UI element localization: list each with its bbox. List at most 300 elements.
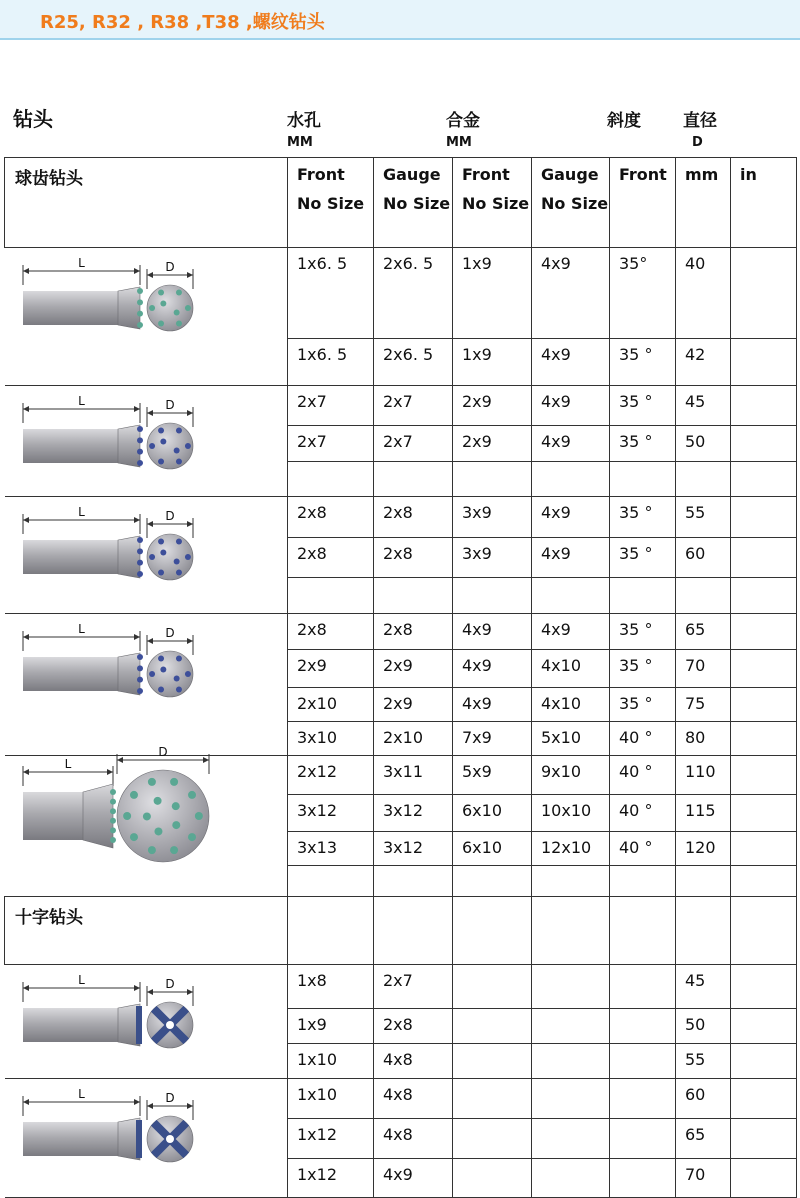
cell-value: 65 <box>685 620 706 639</box>
table-cell <box>288 578 374 614</box>
cell-value <box>740 426 796 432</box>
cell-value <box>297 866 373 872</box>
bit-head <box>118 425 140 467</box>
cell-value: 70 <box>685 656 706 675</box>
cell-value <box>619 1079 675 1085</box>
table-cell <box>532 832 610 866</box>
bit-drawing-cell <box>5 497 288 614</box>
table-cell <box>610 722 676 756</box>
dimension-label: L <box>64 757 71 771</box>
table-cell <box>374 1044 453 1079</box>
carbide-button <box>137 548 143 554</box>
arrow-head <box>134 634 140 640</box>
table-cell <box>453 722 532 756</box>
arrow-head <box>187 1103 193 1109</box>
cell-value: 2x8 <box>383 1015 413 1034</box>
cell-value <box>740 866 796 872</box>
dimension-label: D <box>164 1091 175 1105</box>
empty-cell <box>532 897 610 965</box>
bit-shank <box>23 291 118 325</box>
empty-cell <box>453 897 532 965</box>
table-cell <box>676 965 731 1009</box>
cell-value <box>740 722 796 728</box>
cell-value <box>740 756 796 762</box>
table-cell <box>676 497 731 538</box>
table-cell <box>453 832 532 866</box>
table-cell <box>453 756 532 795</box>
cell-value: 2x9 <box>383 656 413 675</box>
carbide-button <box>175 427 181 433</box>
carbide-insert <box>136 1006 142 1044</box>
carbide-button <box>110 789 116 795</box>
table-cell <box>288 688 374 722</box>
table-cell <box>288 339 374 386</box>
carbide-button <box>170 778 178 786</box>
cell-value: 40 ° <box>619 762 653 781</box>
carbide-button <box>154 827 162 835</box>
cell-value: 4x9 <box>541 392 571 411</box>
carbide-button <box>137 665 143 671</box>
table-cell <box>532 578 610 614</box>
cell-value: 3x11 <box>383 762 424 781</box>
dimension-label: L <box>77 505 85 519</box>
carbide-button <box>137 437 143 443</box>
cell-value: 12x10 <box>541 838 592 857</box>
cell-value: 3x12 <box>383 801 424 820</box>
arrow-head <box>134 268 140 274</box>
carbide-button <box>137 460 143 466</box>
arrow-head <box>23 406 29 412</box>
section-title-cross-bits: 十字钻头 <box>5 897 288 965</box>
cell-value <box>740 1119 796 1125</box>
table-cell <box>676 1009 731 1044</box>
arrow-head <box>23 1099 29 1105</box>
column-header-line1: in <box>740 165 757 184</box>
arrow-head <box>117 757 123 763</box>
table-cell <box>676 614 731 650</box>
table-cell <box>610 1044 676 1079</box>
cell-value <box>740 1159 796 1165</box>
table-cell <box>374 722 453 756</box>
carbide-button <box>188 833 196 841</box>
table-cell <box>374 688 453 722</box>
carbide-button <box>158 459 164 465</box>
cell-value: 1x6. 5 <box>297 254 348 273</box>
table-cell <box>676 339 731 386</box>
cell-value <box>619 965 675 971</box>
table-cell <box>610 1009 676 1044</box>
empty-cell <box>610 897 676 965</box>
table-cell <box>453 538 532 578</box>
carbide-button <box>137 322 143 328</box>
cell-value: 4x9 <box>541 254 571 273</box>
cell-value: 1x8 <box>297 971 327 990</box>
table-cell <box>374 538 453 578</box>
table-cell <box>453 339 532 386</box>
bit-shank <box>23 657 118 691</box>
cell-value: 2x6. 5 <box>383 345 434 364</box>
cell-value: 2x9 <box>383 694 413 713</box>
table-cell <box>374 386 453 426</box>
arrow-head <box>147 1103 153 1109</box>
carbide-button <box>149 554 155 560</box>
table-cell <box>374 578 453 614</box>
cell-value <box>462 1079 531 1085</box>
dimension-label: D <box>164 398 175 412</box>
cell-value: 3x13 <box>297 838 338 857</box>
cell-value: 2x10 <box>297 694 338 713</box>
column-header-line2: No Size <box>462 194 530 213</box>
cell-value: 2x7 <box>383 432 413 451</box>
cell-value: 35 ° <box>619 694 653 713</box>
cell-value <box>619 866 675 872</box>
section-title-ball-bits: 球齿钻头 <box>5 158 288 248</box>
cell-value <box>541 1119 609 1125</box>
cell-value <box>740 1044 796 1050</box>
cell-value: 2x6. 5 <box>383 254 434 273</box>
table-cell <box>453 1159 532 1198</box>
drill-bit-drawing <box>5 965 288 1076</box>
carbide-button <box>188 791 196 799</box>
cell-value: 3x9 <box>462 503 492 522</box>
table-cell <box>532 866 610 897</box>
table-row <box>5 756 797 795</box>
dimension-label: L <box>77 973 85 987</box>
table-cell <box>288 614 374 650</box>
cell-value <box>541 1079 609 1085</box>
header-water-hole-unit: MM <box>287 135 313 150</box>
column-header-line2: No Size <box>297 194 365 213</box>
carbide-button <box>160 666 166 672</box>
table-cell <box>374 795 453 832</box>
cell-value: 65 <box>685 1125 706 1144</box>
cell-value: 2x8 <box>383 503 413 522</box>
cell-value <box>462 866 531 872</box>
carbide-button <box>123 812 131 820</box>
table-cell <box>288 1119 374 1159</box>
cell-value: 4x8 <box>383 1085 413 1104</box>
bit-drawing-cell <box>5 248 288 386</box>
table-cell <box>453 795 532 832</box>
cell-value: 9x10 <box>541 762 582 781</box>
table-cell <box>676 578 731 614</box>
arrow-head <box>134 517 140 523</box>
cell-value <box>541 1009 609 1015</box>
table-cell <box>374 866 453 897</box>
cell-value <box>619 1009 675 1015</box>
table-cell <box>676 722 731 756</box>
cell-value <box>462 1159 531 1165</box>
cell-value <box>619 1044 675 1050</box>
table-cell <box>610 866 676 897</box>
bit-head <box>118 287 140 329</box>
table-cell <box>676 462 731 497</box>
table-cell <box>453 578 532 614</box>
cell-value: 4x9 <box>541 503 571 522</box>
bit-shank <box>23 429 118 463</box>
empty-cell <box>374 897 453 965</box>
table-cell <box>288 248 374 339</box>
carbide-button <box>110 827 116 833</box>
cell-value <box>740 965 796 971</box>
carbide-button <box>137 571 143 577</box>
banner-title: R25, R32 , R38 ,T38 ,螺纹钻头 <box>40 12 325 33</box>
table-cell <box>453 688 532 722</box>
table-cell <box>288 722 374 756</box>
cell-value <box>685 866 730 872</box>
carbide-button <box>137 311 143 317</box>
header-slope: 斜度 <box>607 111 641 131</box>
table-cell <box>610 248 676 339</box>
cell-value: 2x7 <box>297 392 327 411</box>
cell-value: 2x7 <box>383 392 413 411</box>
title-banner <box>0 0 800 40</box>
bit-drawing-cell <box>5 614 288 756</box>
table-cell <box>731 1009 797 1044</box>
cell-value <box>297 462 373 468</box>
table-cell <box>731 650 797 688</box>
carbide-button <box>137 288 143 294</box>
bit-shank <box>23 540 118 574</box>
table-cell <box>731 538 797 578</box>
table-row <box>5 1079 797 1119</box>
cell-value <box>462 1044 531 1050</box>
table-cell <box>374 1159 453 1198</box>
cell-value: 2x8 <box>383 544 413 563</box>
table-cell <box>532 650 610 688</box>
table-cell <box>676 1079 731 1119</box>
carbide-button <box>160 438 166 444</box>
carbide-button <box>149 443 155 449</box>
cell-value: 35 ° <box>619 620 653 639</box>
table-cell <box>731 386 797 426</box>
cell-value <box>740 386 796 392</box>
carbide-button <box>147 778 155 786</box>
cell-value: 4x9 <box>541 544 571 563</box>
cell-value: 115 <box>685 801 716 820</box>
cell-value <box>740 497 796 503</box>
table-cell <box>374 832 453 866</box>
table-cell <box>676 688 731 722</box>
cell-value: 5x10 <box>541 728 582 747</box>
table-cell <box>731 1119 797 1159</box>
cell-value: 3x12 <box>297 801 338 820</box>
cell-value: 2x8 <box>297 544 327 563</box>
cell-value: 1x10 <box>297 1050 338 1069</box>
carbide-button <box>158 687 164 693</box>
carbide-button <box>142 812 150 820</box>
cell-value <box>619 578 675 584</box>
cell-value <box>297 578 373 584</box>
table-cell <box>676 1159 731 1198</box>
table-cell <box>610 614 676 650</box>
table-cell <box>676 1119 731 1159</box>
carbide-button <box>158 570 164 576</box>
column-header <box>610 158 676 248</box>
table-cell <box>532 538 610 578</box>
cell-value: 4x8 <box>383 1125 413 1144</box>
table-cell <box>731 756 797 795</box>
table-cell <box>610 339 676 386</box>
flushing-hole <box>166 1021 174 1029</box>
table-cell <box>532 426 610 462</box>
cell-value: 2x9 <box>297 656 327 675</box>
carbide-button <box>175 538 181 544</box>
carbide-button <box>147 846 155 854</box>
cell-value: 1x6. 5 <box>297 345 348 364</box>
table-row <box>5 497 797 538</box>
column-header <box>288 158 374 248</box>
cell-value: 4x9 <box>462 620 492 639</box>
table-cell <box>453 426 532 462</box>
cell-value: 110 <box>685 762 716 781</box>
column-header-line1: mm <box>685 165 719 184</box>
carbide-button <box>175 655 181 661</box>
cell-value: 4x9 <box>383 1165 413 1184</box>
carbide-button <box>137 677 143 683</box>
table-cell <box>532 965 610 1009</box>
table-cell <box>288 650 374 688</box>
cell-value <box>740 248 796 254</box>
dimension-label: D <box>164 626 175 640</box>
bit-drawing-cell <box>5 1079 288 1198</box>
drill-bit-drawing <box>5 248 288 384</box>
cell-value: 42 <box>685 345 706 364</box>
table-cell <box>453 614 532 650</box>
arrow-head <box>147 272 153 278</box>
carbide-button <box>173 448 179 454</box>
cell-value <box>740 538 796 544</box>
table-cell <box>288 866 374 897</box>
table-cell <box>453 386 532 426</box>
carbide-button <box>175 289 181 295</box>
carbide-button <box>194 812 202 820</box>
cell-value: 4x10 <box>541 656 582 675</box>
cell-value: 45 <box>685 971 706 990</box>
cell-value: 2x8 <box>297 503 327 522</box>
carbide-button <box>158 538 164 544</box>
cell-value: 2x7 <box>297 432 327 451</box>
carbide-button <box>137 426 143 432</box>
column-header-line1: Gauge <box>383 165 441 184</box>
carbide-button <box>129 833 137 841</box>
column-header <box>731 158 797 248</box>
cell-value <box>462 462 531 468</box>
table-cell <box>610 1159 676 1198</box>
table-cell <box>532 497 610 538</box>
table-row <box>5 614 797 650</box>
cell-value <box>740 795 796 801</box>
cell-value: 10x10 <box>541 801 592 820</box>
cell-value <box>462 1119 531 1125</box>
table-cell <box>288 426 374 462</box>
table-cell <box>288 462 374 497</box>
cell-value: 35° <box>619 254 648 273</box>
section-row <box>5 897 797 965</box>
bit-head <box>83 784 113 848</box>
cell-value: 1x12 <box>297 1165 338 1184</box>
table-cell <box>374 965 453 1009</box>
column-header-line2: No Size <box>541 194 609 213</box>
carbide-button <box>184 305 190 311</box>
table-cell <box>532 462 610 497</box>
header-alloy: 合金 <box>446 111 480 131</box>
cell-value <box>740 650 796 656</box>
arrow-head <box>187 272 193 278</box>
arrow-head <box>23 268 29 274</box>
column-header-line1: Front <box>619 165 667 184</box>
carbide-button <box>173 559 179 565</box>
header-drill-bit: 钻头 <box>13 107 53 131</box>
dimension-label: L <box>77 256 85 270</box>
carbide-button <box>110 837 116 843</box>
table-cell <box>374 756 453 795</box>
table-cell <box>532 756 610 795</box>
carbide-button <box>175 570 181 576</box>
arrow-head <box>134 406 140 412</box>
table-cell <box>288 1044 374 1079</box>
table-cell <box>374 426 453 462</box>
carbide-button <box>184 554 190 560</box>
cell-value <box>685 462 730 468</box>
table-cell <box>731 965 797 1009</box>
arrow-head <box>187 638 193 644</box>
cell-value <box>541 866 609 872</box>
table-cell <box>610 965 676 1009</box>
table-cell <box>453 1009 532 1044</box>
empty-cell <box>288 897 374 965</box>
table-cell <box>288 965 374 1009</box>
table-cell <box>288 832 374 866</box>
cell-value: 2x10 <box>383 728 424 747</box>
cell-value <box>383 866 452 872</box>
table-cell <box>374 497 453 538</box>
cell-value: 1x12 <box>297 1125 338 1144</box>
header-diameter-unit: D <box>692 135 703 150</box>
arrow-head <box>147 989 153 995</box>
cell-value <box>740 832 796 838</box>
cell-value: 4x10 <box>541 694 582 713</box>
cell-value: 4x9 <box>462 656 492 675</box>
cell-value <box>541 965 609 971</box>
table-cell <box>610 578 676 614</box>
table-cell <box>610 386 676 426</box>
table-cell <box>731 795 797 832</box>
table-cell <box>676 386 731 426</box>
cell-value <box>541 578 609 584</box>
table-cell <box>453 1119 532 1159</box>
column-header <box>453 158 532 248</box>
carbide-button <box>137 449 143 455</box>
table-cell <box>676 538 731 578</box>
cell-value: 3x10 <box>297 728 338 747</box>
cell-value <box>619 1159 675 1165</box>
table-cell <box>610 795 676 832</box>
table-cell <box>731 722 797 756</box>
table-cell <box>532 1159 610 1198</box>
table-header-row <box>5 158 797 248</box>
table-cell <box>288 386 374 426</box>
cell-value: 3x9 <box>462 544 492 563</box>
table-cell <box>532 1009 610 1044</box>
table-cell <box>676 248 731 339</box>
arrow-head <box>203 757 209 763</box>
carbide-button <box>137 560 143 566</box>
drill-bit-drawing <box>5 497 288 611</box>
cell-value: 1x9 <box>462 345 492 364</box>
carbide-button <box>110 818 116 824</box>
cell-value <box>740 1009 796 1015</box>
